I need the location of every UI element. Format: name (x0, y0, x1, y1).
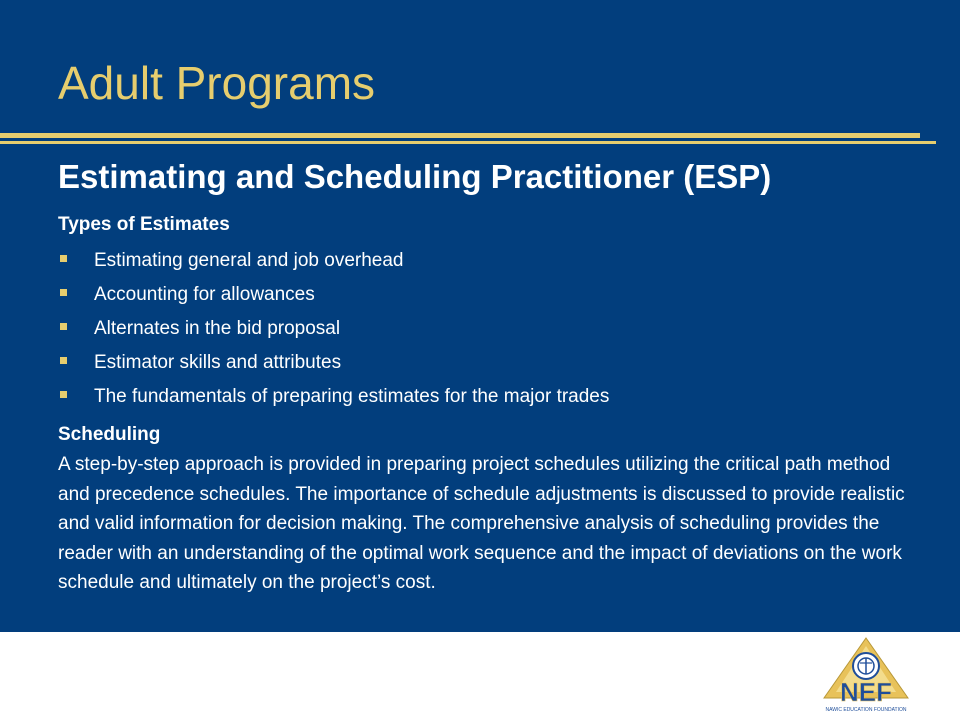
logo-letters: NEF (840, 677, 892, 707)
list-item-text: Accounting for allowances (94, 284, 315, 305)
slide-title: Adult Programs (58, 57, 376, 109)
nef-logo (822, 636, 910, 714)
title-rule-thick (0, 133, 920, 138)
list-item (58, 350, 609, 384)
square-bullet-icon (60, 323, 67, 330)
list-item-text: Alternates in the bid proposal (94, 318, 341, 339)
square-bullet-icon (60, 357, 67, 364)
slide-subtitle: Estimating and Scheduling Practitioner (ESP) (58, 158, 772, 195)
list-item (58, 282, 609, 316)
list-item-text: The fundamentals of preparing estimates for the major trades (94, 386, 610, 407)
list-item (58, 316, 609, 350)
scheduling-paragraph: A step-by-step approach is provided in preparing project schedules utilizing the critical path method and precedence schedules. The importance of schedule adjustments is discussed to provide realistic and valid information for decision making. The comprehensive analysis of scheduling provides the reader with an understanding of the optimal work sequence and the impact of deviations on the work schedule and ultimately on the project’s cost. (58, 454, 905, 593)
list-item-text: Estimating general and job overhead (94, 250, 404, 271)
square-bullet-icon (60, 391, 67, 398)
square-bullet-icon (60, 255, 67, 262)
nef-logo-graphic (822, 636, 910, 714)
estimates-list (58, 248, 609, 418)
scheduling-heading: Scheduling (58, 424, 161, 445)
title-rule-thin (0, 141, 936, 144)
logo-caption: NAWIC EDUCATION FOUNDATION (825, 707, 907, 713)
list-item (58, 384, 609, 418)
list-item-text: Estimator skills and attributes (94, 352, 342, 373)
estimates-heading: Types of Estimates (58, 214, 230, 235)
list-item (58, 248, 609, 282)
square-bullet-icon (60, 289, 67, 296)
